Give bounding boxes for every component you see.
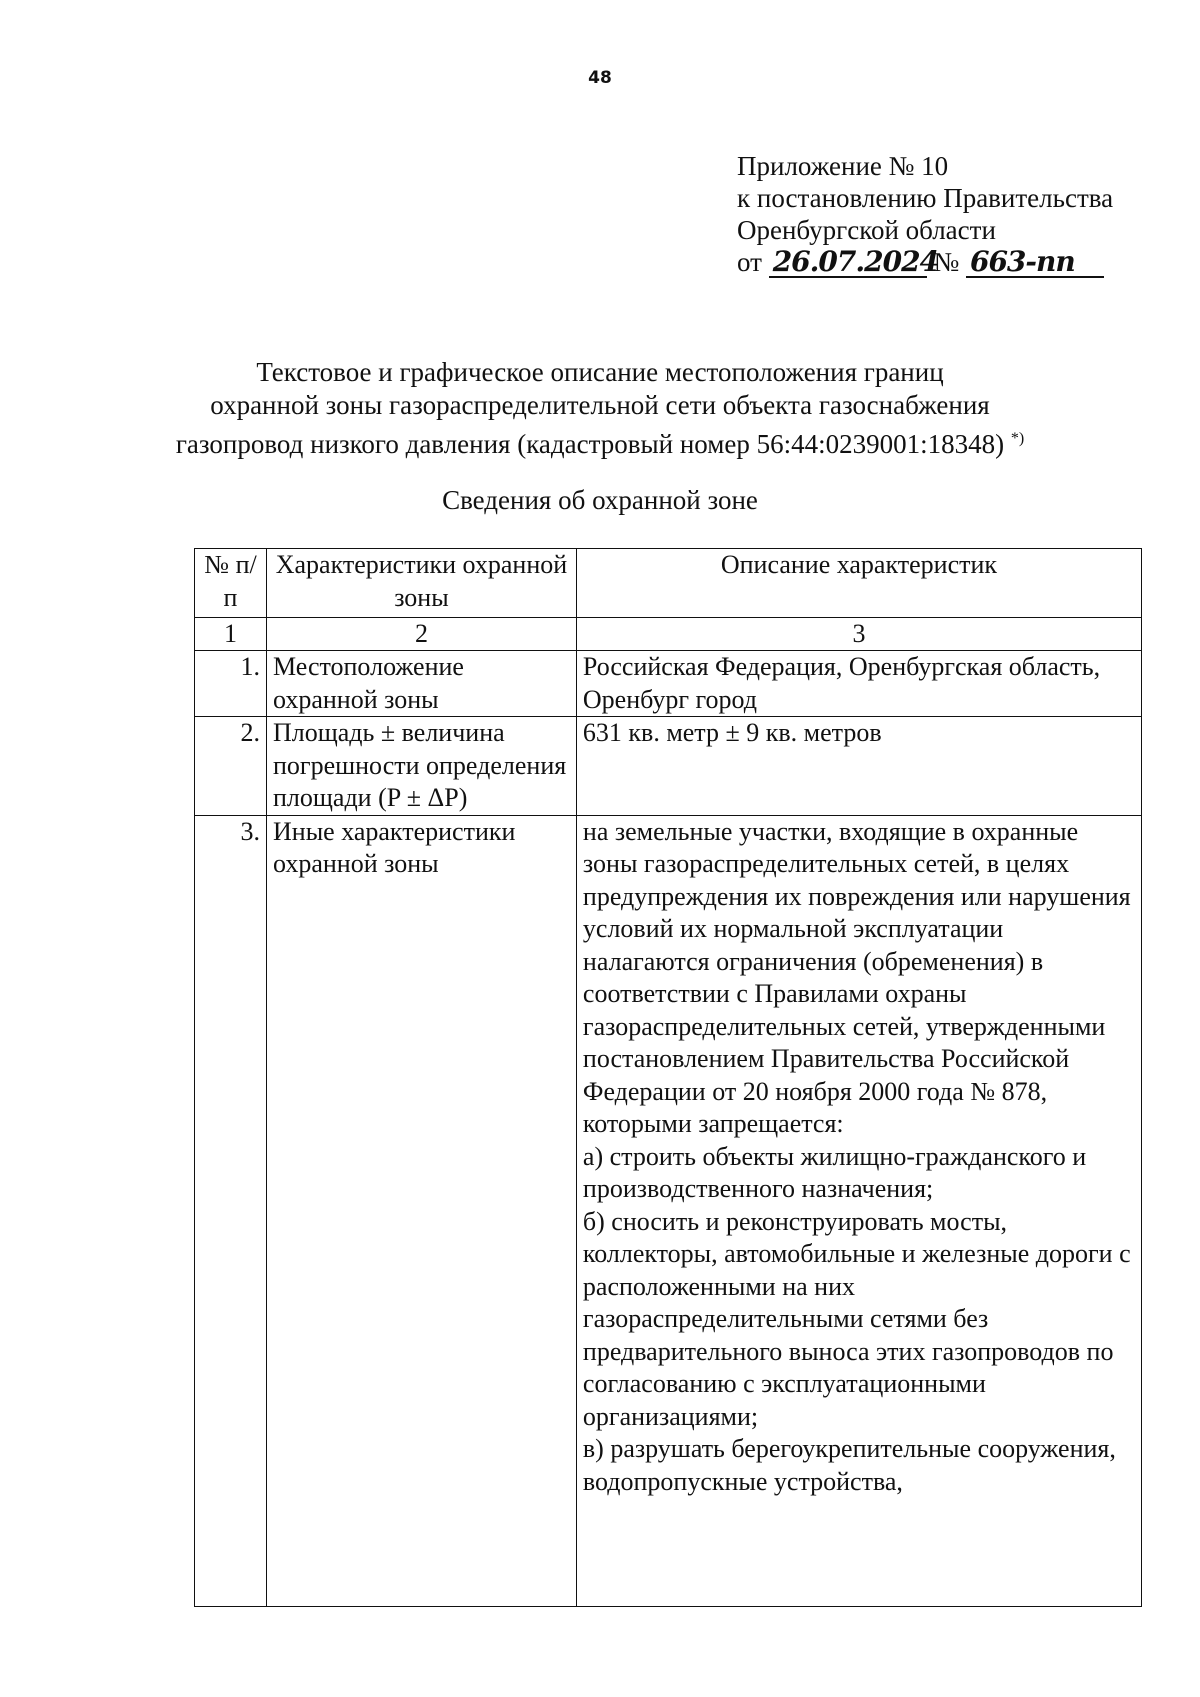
row-description-cell — [576, 815, 1141, 1606]
appendix-line-3: Оренбургской области — [737, 215, 996, 245]
column-index-1: 1 — [195, 618, 267, 651]
appendix-block — [737, 150, 1113, 278]
handwritten-date: 26.07.2024 — [769, 248, 927, 278]
number-label: № — [933, 247, 960, 277]
header-description: Описание характеристик — [576, 549, 1141, 618]
row-characteristic: Местоположение охранной зоны — [267, 651, 577, 717]
row-characteristic: Площадь ± величина погрешности определения площади (P ± ΔP) — [267, 717, 577, 816]
row-description: Российская Федерация, Оренбургская область, Оренбург город — [576, 651, 1141, 717]
from-label: от — [737, 247, 762, 277]
document-title — [0, 356, 1200, 461]
row-num: 1. — [195, 651, 267, 717]
handwritten-number: 663-пп — [966, 248, 1104, 278]
zone-info-table — [194, 548, 1142, 1607]
table-row — [195, 651, 1142, 717]
column-index-2: 2 — [267, 618, 577, 651]
row-num: 3. — [195, 815, 267, 1606]
table-index-row — [195, 618, 1142, 651]
section-subtitle: Сведения об охранной зоне — [442, 485, 758, 515]
title-line-2: охранной зоны газораспределительной сети объекта газоснабжения — [210, 390, 990, 420]
restriction-item-c: в) разрушать берегоукрепительные сооружения, водопропускные устройства, — [582, 1434, 1116, 1496]
title-line-3: газопровод низкого давления (кадастровый номер 56:44:0239001:18348) — [175, 429, 1005, 459]
appendix-line-1: Приложение № 10 — [737, 151, 949, 181]
table-header-row — [195, 549, 1142, 618]
title-line-3-wrap — [0, 422, 1200, 461]
header-characteristic: Характеристики охранной зоны — [267, 549, 577, 618]
table-row — [195, 815, 1142, 1606]
restriction-item-b: б) сносить и реконструировать мосты, коллекторы, автомобильные и железные дороги с расположенными на них газораспределительными сетями без предварительного выноса этих газопроводов по согласованию с эксплуатационными организациями; — [582, 1206, 1131, 1431]
header-num: № п/п — [195, 549, 267, 618]
appendix-line-2: к постановлению Правительства — [737, 183, 1114, 213]
row-characteristic: Иные характеристики охранной зоны — [267, 815, 577, 1606]
page-number: 48 — [588, 68, 612, 88]
footnote-mark: *) — [1010, 430, 1025, 447]
appendix-date-line — [737, 246, 1113, 278]
column-index-3: 3 — [576, 618, 1141, 651]
row-description: 631 кв. метр ± 9 кв. метров — [576, 717, 1141, 816]
row-num: 2. — [195, 717, 267, 816]
table-row — [195, 717, 1142, 816]
title-line-1: Текстовое и графическое описание местоположения границ — [256, 357, 944, 387]
restriction-item-a: а) строить объекты жилищно-гражданского и производственного назначения; — [582, 1141, 1087, 1203]
row-description: на земельные участки, входящие в охранные зоны газораспределительных сетей, в целях предупреждения их повреждения или нарушения условий их нормальной эксплуатации налагаются ограничения (обременения) в соответствии с Правилами охраны газораспределительных сетей, утвержденными постановлением Правительства Российской Федерации от 20 ноября 2000 года № 878, которыми запрещается: — [582, 816, 1131, 1138]
